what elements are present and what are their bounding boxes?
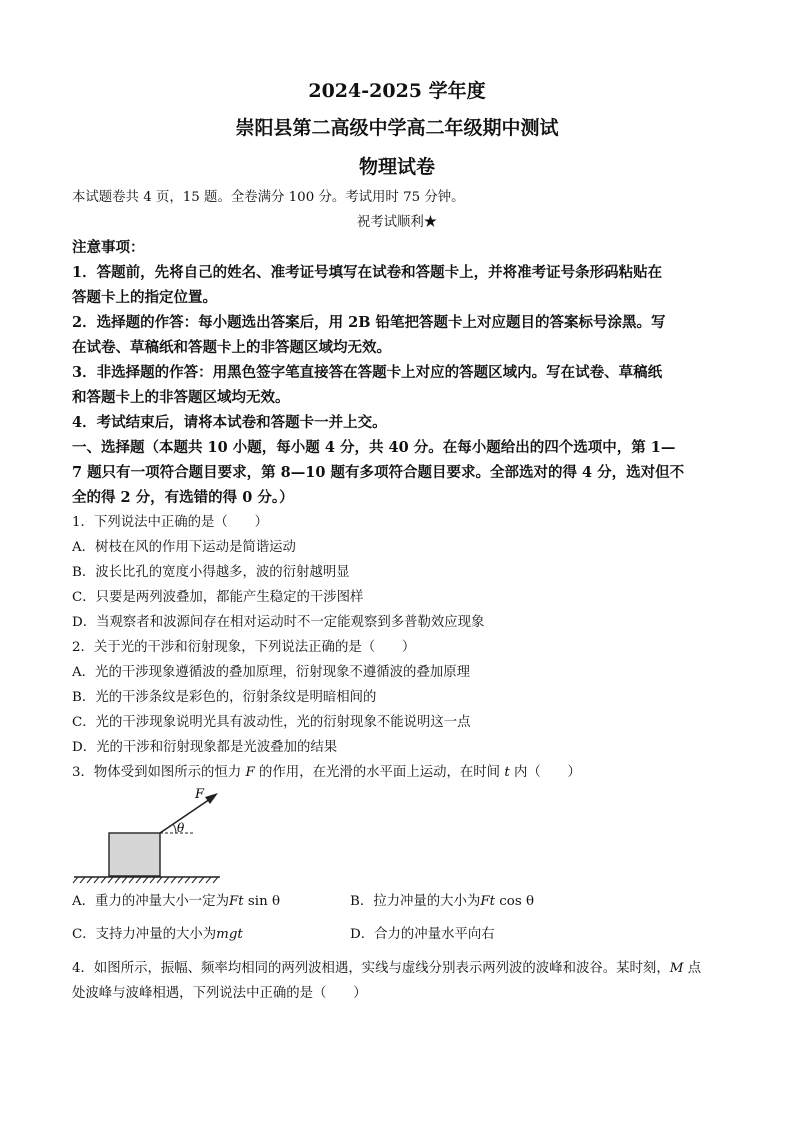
note-line: 1．答题前，先将自己的姓名、准考证号填写在试卷和答题卡上，并将准考证号条形码粘贴在: [72, 264, 663, 281]
note-line: 4．考试结束后，请将本试卷和答题卡一并上交。: [72, 414, 387, 431]
section-heading: 全的得 2 分，有选错的得 0 分。）: [72, 489, 294, 506]
note-line: 2．选择题的作答：每小题选出答案后，用 2B 铅笔把答题卡上对应题目的答案标号涂黑。写: [72, 314, 666, 331]
exam-year: 2024-2025 学年度: [308, 80, 486, 102]
question-1-option-b: B．波长比孔的宽度小得越多，波的衍射越明显: [72, 565, 350, 580]
question-1-option-a: A．树枝在风的作用下运动是简谐运动: [72, 540, 296, 555]
section-heading: 7 题只有一项符合题目要求，第 8—10 题有多项符合题目要求。全部选对的得 4 分，选对但不: [72, 464, 685, 481]
question-2-option-c: C．光的干涉现象说明光具有波动性，光的衍射现象不能说明这一点: [72, 715, 471, 730]
question-3-stem: 3．物体受到如图所示的恒力 F 的作用，在光滑的水平面上运动，在时间 t 内（ ）: [72, 765, 581, 780]
force-label: F: [195, 787, 205, 802]
subject-title: 物理试卷: [358, 156, 435, 178]
question-2-option-b: B．光的干涉条纹是彩色的，衍射条纹是明暗相间的: [72, 690, 377, 705]
section-heading: 一、选择题（本题共 10 小题，每小题 4 分，共 40 分。在每小题给出的四个选项中，第 1—: [72, 439, 676, 456]
exam-wish: 祝考试顺利★: [356, 215, 438, 230]
note-line: 答题卡上的指定位置。: [72, 289, 217, 306]
question-4-stem: 处波峰与波峰相遇，下列说法中正确的是（ ）: [72, 986, 367, 1001]
angle-label: θ: [177, 821, 185, 835]
question-1-stem: 1．下列说法中正确的是（ ）: [72, 515, 268, 530]
ground-hatch: [73, 877, 218, 883]
school-title: 崇阳县第二高级中学高二年级期中测试: [235, 117, 559, 139]
block-shape: [109, 833, 160, 876]
note-line: 和答题卡上的非答题区域均无效。: [72, 389, 290, 406]
question-2-option-d: D．光的干涉和衍射现象都是光波叠加的结果: [72, 740, 338, 755]
question-4-stem: 4．如图所示，振幅、频率均相同的两列波相遇，实线与虚线分别表示两列波的波峰和波谷。某时刻，M 点: [72, 961, 702, 976]
question-3-option-c: C．支持力冲量的大小为mgt: [72, 927, 243, 942]
question-3-option-a: A．重力的冲量大小一定为Ft sin θ: [72, 894, 281, 909]
arrow-head-icon: [205, 793, 218, 804]
question-3-option-d: D．合力的冲量水平向右: [350, 927, 495, 942]
angle-arc: [173, 824, 176, 833]
question-3-option-b: B．拉力冲量的大小为Ft cos θ: [350, 894, 535, 909]
note-line: 在试卷、草稿纸和答题卡上的非答题区域均无效。: [72, 339, 391, 356]
notes-title: 注意事项：: [72, 239, 145, 256]
question-2-option-a: A．光的干涉现象遵循波的叠加原理，衍射现象不遵循波的叠加原理: [72, 665, 470, 680]
exam-intro: 本试题卷共 4 页，15 题。全卷满分 100 分。考试用时 75 分钟。: [72, 190, 465, 205]
note-line: 3．非选择题的作答：用黑色签字笔直接答在答题卡上对应的答题区域内。写在试卷、草稿纸: [72, 364, 663, 381]
question-1-option-d: D．当观察者和波源间存在相对运动时不一定能观察到多普勒效应现象: [72, 615, 485, 630]
question-1-option-c: C．只要是两列波叠加，都能产生稳定的干涉图样: [72, 590, 364, 605]
force-diagram: [72, 786, 222, 886]
force-arrow: [160, 797, 213, 833]
question-2-stem: 2．关于光的干涉和衍射现象，下列说法正确的是（ ）: [72, 640, 416, 655]
